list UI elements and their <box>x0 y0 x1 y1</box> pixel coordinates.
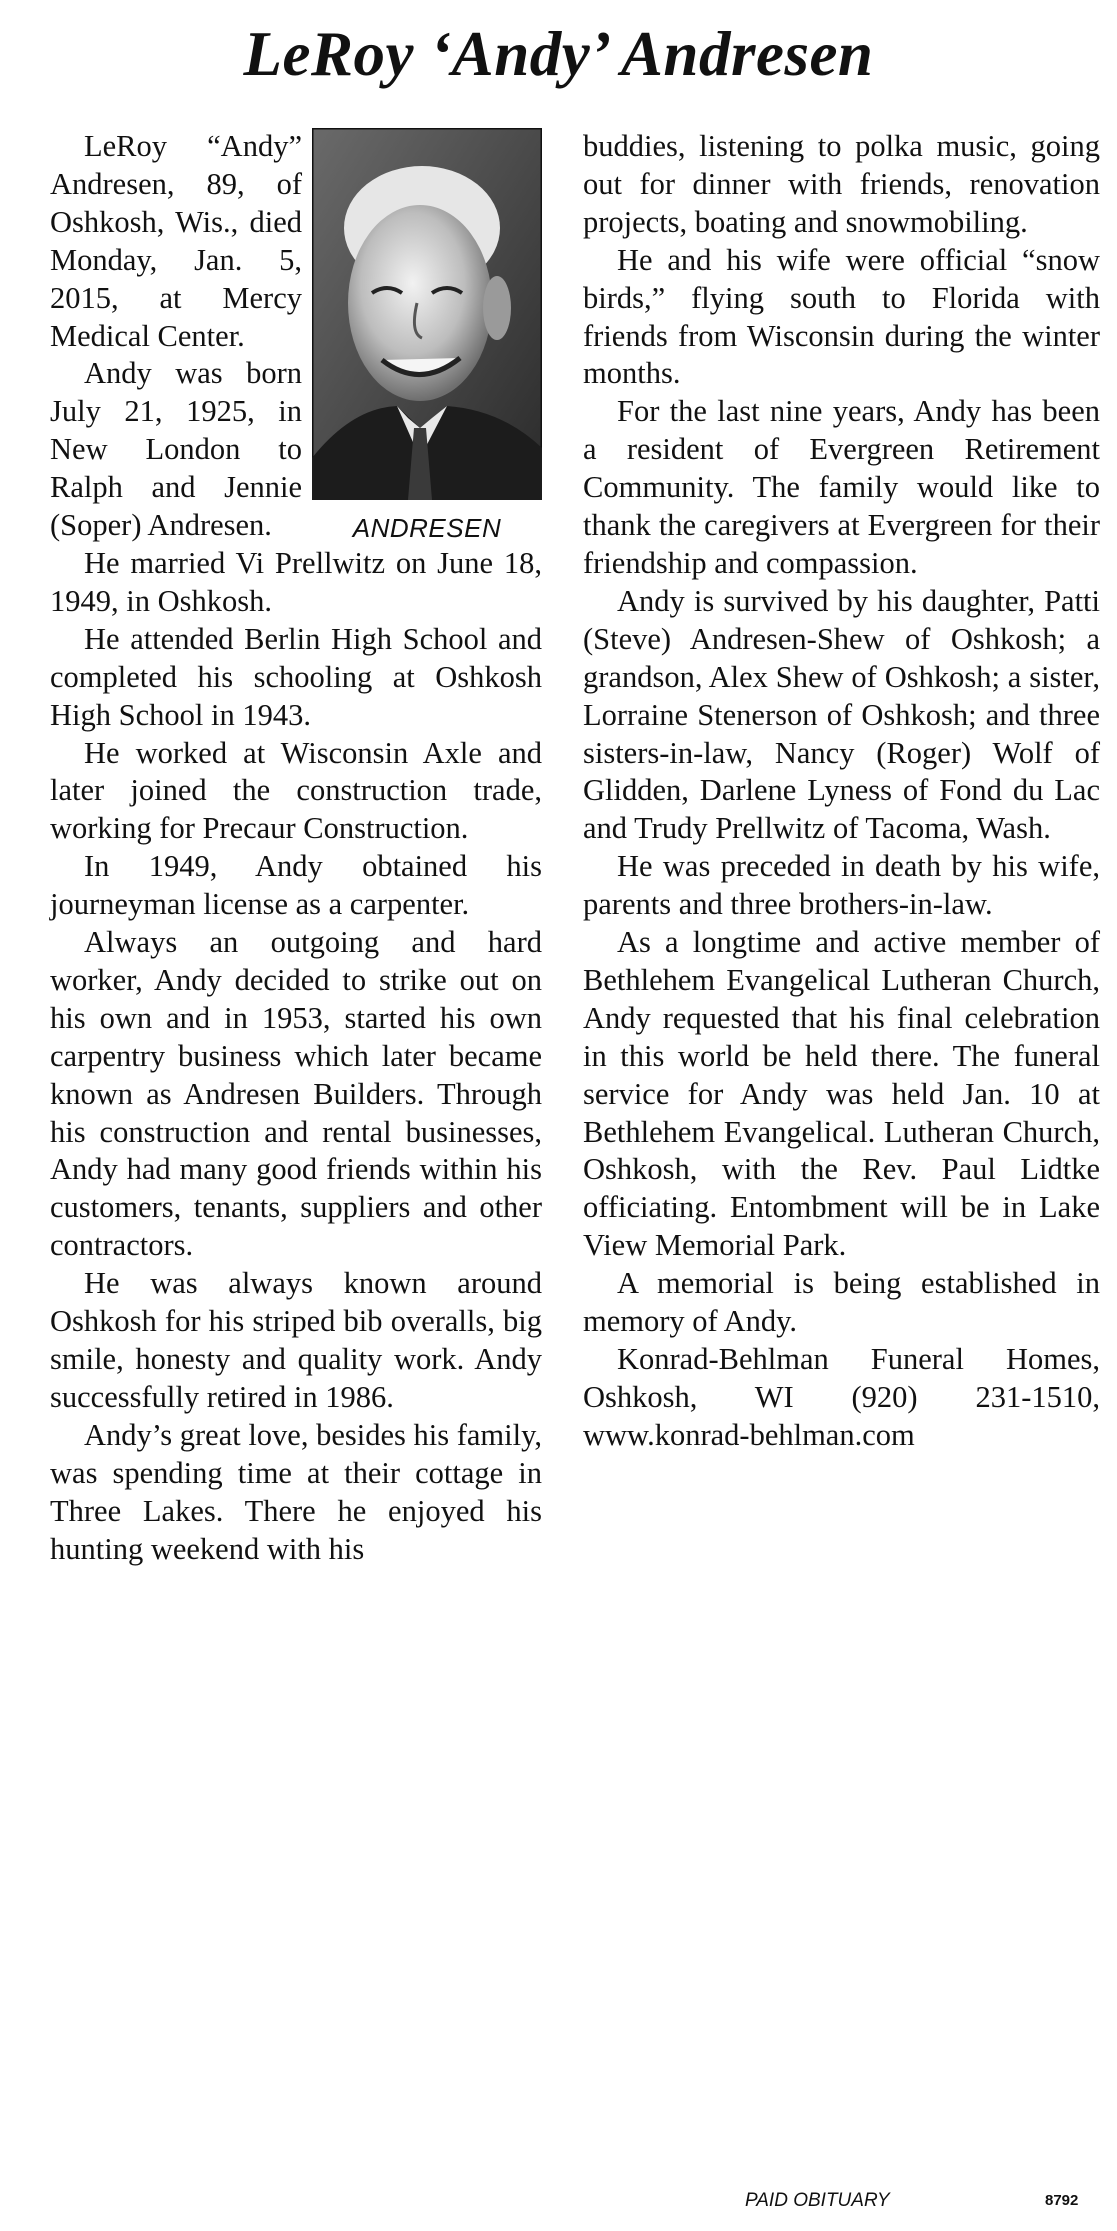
paragraph: Always an outgoing and hard worker, Andy decided to strike out on his own and in 1953, started his own carpentry business which later became known as Andresen Builders. Through his construction and rental businesses, Andy had many good friends within his customers, tenants, suppliers and other contractors. <box>50 925 542 1263</box>
paragraph: He was preceded in death by his wife, parents and three brothers-in-law. <box>583 849 1100 922</box>
right-column <box>583 128 1100 1455</box>
paragraph: As a longtime and active member of Bethlehem Evangelical Lutheran Church, Andy requested that his final celebration in this world be held there. The funeral service for Andy was held Jan. 10 at Bethlehem Evangelical. Lutheran Church, Oshkosh, with the Rev. Paul Lidtke officiating. Entombment will be in Lake View Memorial Park. <box>583 925 1100 1263</box>
paragraph: He was always known around Oshkosh for his striped bib overalls, big smile, honesty and quality work. Andy successfully retired in 1986. <box>50 1266 542 1414</box>
paragraph: LeRoy “Andy” Andresen, 89, of Oshkosh, Wis., died Monday, Jan. 5, 2015, at Mercy Medical Center. <box>50 129 302 353</box>
ad-code: 8792 <box>1045 2192 1079 2209</box>
paragraph: He married Vi Prellwitz on June 18, 1949, in Oshkosh. <box>50 545 542 618</box>
paragraph: A memorial is being established in memory of Andy. <box>583 1266 1100 1339</box>
paragraph: Andy is survived by his daughter, Patti (Steve) Andresen-Shew of Oshkosh; a grandson, Alex Shew of Oshkosh; a sister, Lorraine Stenerson of Oshkosh; and three sisters-in-law, Nancy (Roger) Wolf of Glidden, Darlene Lyness of Fond du Lac and Trudy Prellwitz of Tacoma, Wash. <box>583 583 1100 846</box>
paragraph: Andy’s great love, besides his family, was spending time at their cottage in Three Lakes. There he enjoyed his hunting weekend with his <box>50 1417 542 1566</box>
portrait-photo <box>312 128 542 500</box>
paragraph: He attended Berlin High School and completed his schooling at Oshkosh High School in 1943. <box>50 621 542 732</box>
paragraph: buddies, listening to polka music, going out for dinner with friends, renovation projects, boating and snowmobiling. <box>583 129 1100 239</box>
paid-obituary-label: PAID OBITUARY <box>745 2190 890 2211</box>
portrait-figure <box>312 128 542 544</box>
paragraph: In 1949, Andy obtained his journeyman license as a carpenter. <box>50 849 542 922</box>
obituary-title: LeRoy ‘Andy’ Andresen <box>243 19 874 89</box>
paragraph: Konrad-Behlman Funeral Homes, Oshkosh, WI (920) 231-1510, www.konrad-behlman.com <box>583 1342 1100 1452</box>
paragraph: For the last nine years, Andy has been a resident of Evergreen Retirement Community. The family would like to thank the caregivers at Evergreen for their friendship and compassion. <box>583 394 1100 580</box>
paragraph: He and his wife were official “snow birds,” flying south to Florida with friends from Wisconsin during the winter months. <box>583 242 1100 391</box>
left-column <box>50 128 542 1568</box>
paragraph: He worked at Wisconsin Axle and later joined the construction trade, working for Precaur Construction. <box>50 735 542 846</box>
photo-caption: ANDRESEN <box>352 513 502 543</box>
paragraph: Andy was born July 21, 1925, in New London to Ralph and Jennie (Soper) Andresen. <box>50 356 302 543</box>
